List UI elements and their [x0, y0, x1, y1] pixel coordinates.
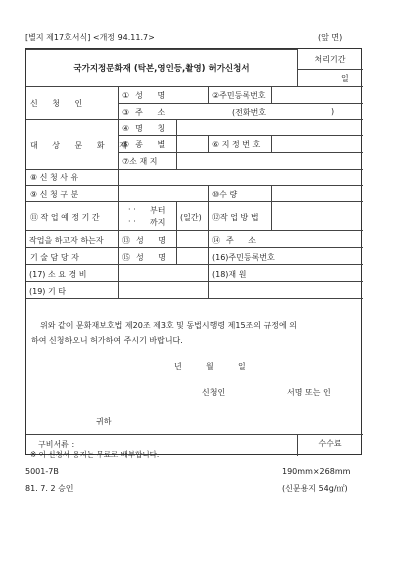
- technician-resident-label: (16)주민등록번호: [212, 253, 275, 262]
- statement-line-1: 위와 같이 문화재보호법 제20조 제3호 및 동법시행령 제15조의 규정에 의: [40, 321, 297, 330]
- period-dots-end: · ·: [128, 217, 136, 226]
- processing-period-label: 처리기간: [314, 55, 346, 64]
- page-side-label: (앞 면): [318, 33, 343, 42]
- rule: [271, 201, 272, 230]
- rule: [26, 119, 363, 120]
- phone-close: ): [331, 107, 335, 116]
- rule: [118, 135, 363, 136]
- category-label: ⑨ 신 청 구 분: [30, 190, 79, 199]
- application-form: [25, 48, 362, 459]
- reason-label: ⑧ 신 청 사 유: [30, 173, 79, 182]
- rule: [26, 434, 363, 435]
- rule: [208, 135, 209, 152]
- rule: [118, 169, 119, 298]
- rule: [26, 169, 363, 170]
- rule: [118, 103, 363, 104]
- applicant-sign-label: 신청인: [202, 388, 226, 397]
- required-docs-label: 구비서류 :: [38, 440, 75, 449]
- method-label: ⑫작 업 방 법: [212, 213, 259, 222]
- rule: [297, 69, 363, 70]
- rule: [26, 230, 363, 231]
- rule: [208, 86, 209, 103]
- quantity-label: ⑩수 량: [212, 190, 238, 199]
- statement-line-2: 하여 신청하오니 허가하여 주시기 바랍니다.: [31, 336, 183, 345]
- applicant-section-label: 신 청 인: [30, 99, 89, 108]
- form-title: 국가지정문화재 (탁본,영인등,촬영) 허가신청서: [73, 64, 250, 74]
- technician-name-label: ⑮성 명: [122, 253, 172, 262]
- rule: [26, 264, 363, 265]
- free-form-note: ※ 이 신청서 용지는 무료로 배부합니다.: [30, 450, 160, 459]
- phone-label: (전화번호: [232, 108, 267, 117]
- rule: [271, 86, 272, 103]
- cost-label: (17) 소 요 경 비: [29, 270, 87, 279]
- worker-address-label: ⑭주 소: [212, 236, 262, 245]
- rule: [26, 298, 363, 299]
- addressee-suffix: 귀하: [96, 417, 112, 426]
- rule: [26, 201, 363, 202]
- rule: [26, 281, 363, 282]
- rule: [26, 185, 363, 186]
- date-month: 월: [206, 362, 214, 371]
- period-days: (일간): [180, 213, 202, 222]
- address-label: ③주 소: [122, 108, 172, 117]
- date-day: 일: [238, 362, 246, 371]
- approval-date: 81. 7. 2 승인: [25, 484, 74, 493]
- resident-no-label: ②주민등록번호: [212, 91, 266, 100]
- form-size: 190mm×268mm: [282, 467, 351, 476]
- period-from: 부터: [150, 206, 166, 215]
- rule: [26, 49, 297, 50]
- period-to: 까지: [150, 218, 166, 227]
- technician-label: 기 술 담 당 자: [30, 253, 79, 262]
- target-section-label: 대 상 문 화 재: [30, 141, 133, 150]
- rule: [271, 135, 272, 152]
- processing-period-value: 일: [341, 74, 349, 83]
- item-name-label: ④명 칭: [122, 124, 172, 133]
- form-code: 5001-7B: [25, 467, 59, 476]
- location-label: ⑦소 재 지: [122, 157, 158, 166]
- rule: [271, 185, 272, 201]
- period-label: ⑪ 작 업 예 정 기 간: [30, 213, 100, 222]
- rule: [208, 185, 209, 298]
- name-label: ①성 명: [122, 91, 172, 100]
- paper-spec: (신문용지 54g/㎡): [282, 484, 348, 493]
- form-reference: [별지 제17호서식] <개정 94.11.7>: [25, 33, 155, 42]
- rule: [26, 86, 363, 87]
- period-dots-start: · ·: [128, 205, 136, 214]
- funding-label: (18)재 원: [212, 270, 247, 279]
- worker-label: 작업을 하고자 하는자: [29, 236, 104, 245]
- rule: [26, 247, 363, 248]
- rule: [118, 86, 119, 169]
- rule: [176, 119, 177, 169]
- type-label: ⑤종 별: [122, 140, 172, 149]
- date-year: 년: [174, 362, 182, 371]
- rule: [176, 201, 177, 264]
- signature-label: 서명 또는 인: [287, 388, 331, 397]
- fee-label: 수수료: [318, 439, 342, 448]
- other-label: (19) 기 타: [29, 287, 66, 296]
- rule: [118, 152, 363, 153]
- designation-no-label: ⑥ 지 정 번 호: [212, 140, 261, 149]
- worker-name-label: ⑬성 명: [122, 236, 172, 245]
